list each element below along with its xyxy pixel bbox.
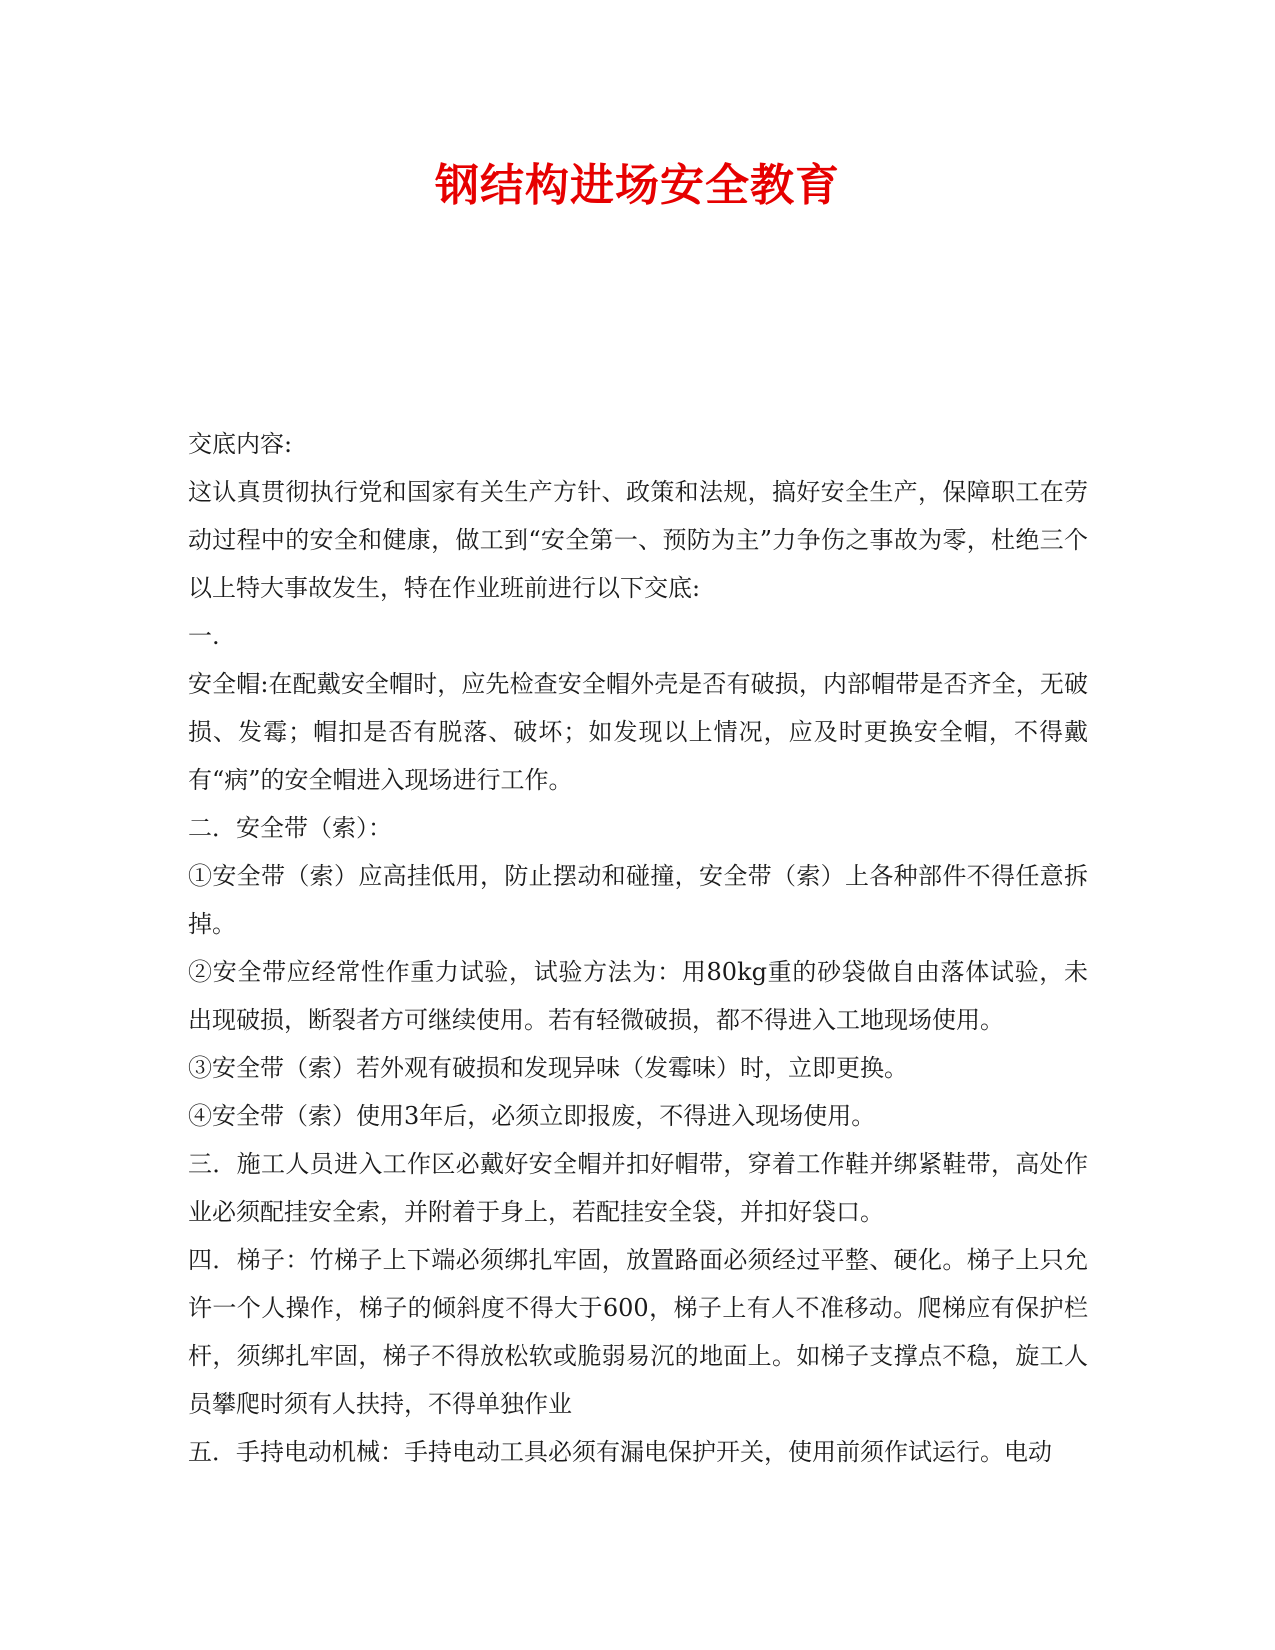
- paragraph-section-3: 三．施工人员进入工作区必戴好安全帽并扣好帽带，穿着工作鞋并绑紧鞋带，高处作业必须配挂安全索，并附着于身上，若配挂安全袋，并扣好袋口。: [188, 1150, 1088, 1226]
- list-item-belt-4: ④安全带（索）使用3年后，必须立即报废，不得进入现场使用。: [188, 1102, 876, 1130]
- paragraph-intro-label: 交底内容:: [188, 430, 293, 458]
- section-heading-2: 二．安全带（索）：: [188, 814, 392, 842]
- paragraph-section-5: 五．手持电动机械：手持电动工具必须有漏电保护开关，使用前须作试运行。电动: [188, 1438, 1052, 1466]
- paragraph-intro: 这认真贯彻执行党和国家有关生产方针、政策和法规，搞好安全生产，保障职工在劳动过程中的安全和健康，做工到“安全第一、预防为主”力争伤之事故为零，杜绝三个以上特大事故发生，特在作业班前进行以下交底:: [188, 478, 1088, 602]
- document-title: 钢结构进场安全教育: [435, 160, 840, 211]
- paragraph-helmet: 安全帽:在配戴安全帽时，应先检查安全帽外壳是否有破损，内部帽带是否齐全，无破损、发霉；帽扣是否有脱落、破坏；如发现以上情况，应及时更换安全帽，不得戴有“病”的安全帽进入现场进行工作。: [188, 670, 1088, 794]
- document-body: [188, 420, 1088, 1476]
- list-item-belt-2: ②安全带应经常性作重力试验，试验方法为：用80kg重的砂袋做自由落体试验，未出现破损，断裂者方可继续使用。若有轻微破损，都不得进入工地现场使用。: [188, 958, 1088, 1034]
- paragraph-section-4: 四．梯子：竹梯子上下端必须绑扎牢固，放置路面必须经过平整、硬化。梯子上只允许一个人操作，梯子的倾斜度不得大于600，梯子上有人不准移动。爬梯应有保护栏杆，须绑扎牢固，梯子不得放松软或脆弱易沉的地面上。如梯子支撑点不稳，旋工人员攀爬时须有人扶持，不得单独作业: [188, 1246, 1088, 1418]
- section-heading-1: 一.: [188, 622, 220, 650]
- list-item-belt-3: ③安全带（索）若外观有破损和发现异味（发霉味）时，立即更换。: [188, 1054, 908, 1082]
- list-item-belt-1: ①安全带（索）应高挂低用，防止摆动和碰撞，安全带（索）上各种部件不得任意拆掉。: [188, 862, 1088, 938]
